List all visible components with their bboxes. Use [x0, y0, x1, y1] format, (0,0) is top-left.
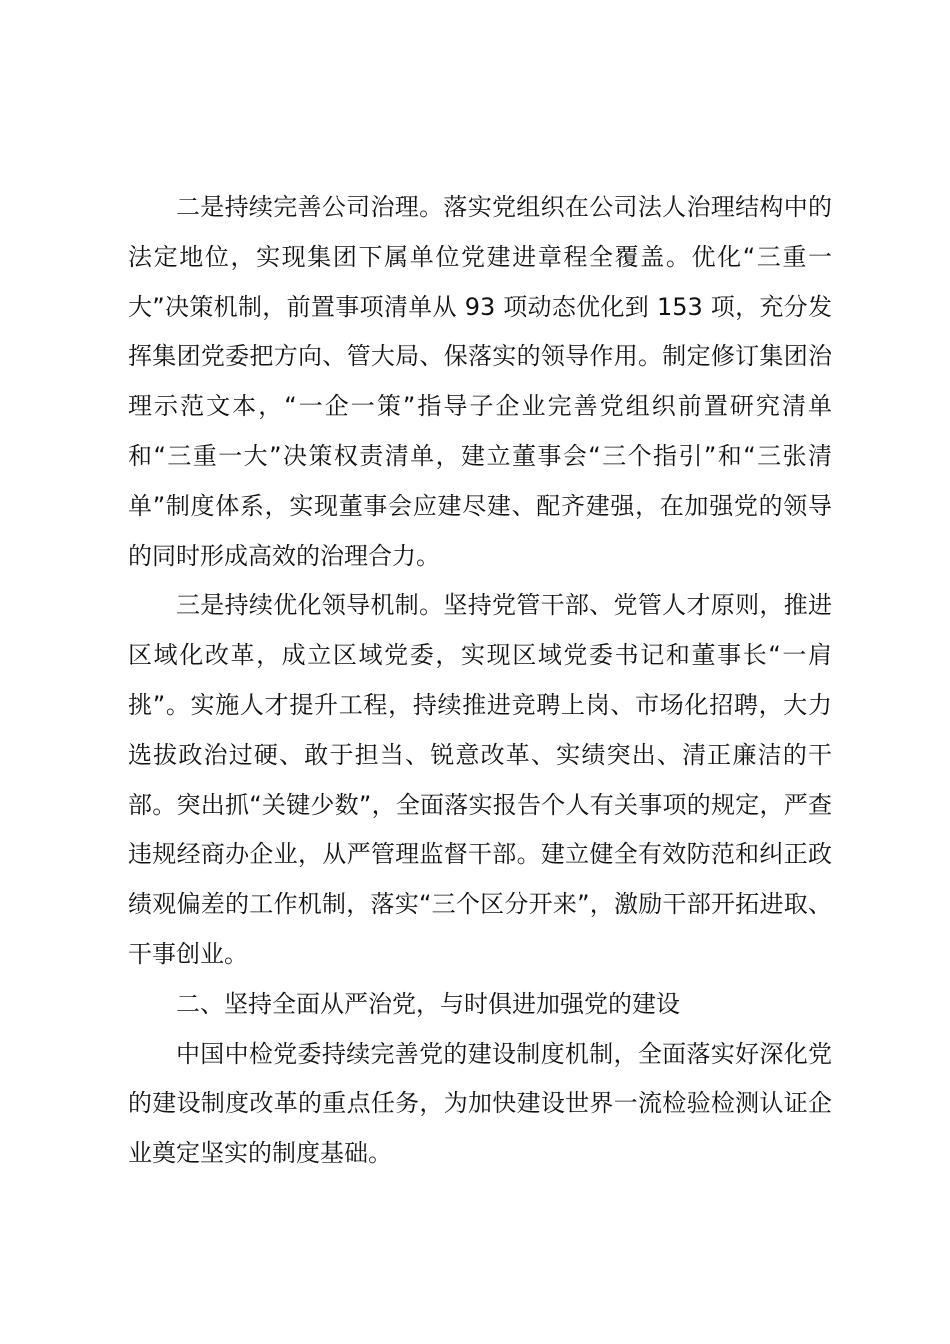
paragraph-leadership-mechanism: 三是持续优化领导机制。坚持党管干部、党管人才原则，推进区域化改革，成立区域党委，实现区域党委书记和董事长“一肩挑”。实施人才提升工程，持续推进竞聘上岗、市场化招聘，大力选拔政治过硬、敢于担当、锐意改革、实绩突出、清正廉洁的干部。突出抓“关键少数”，全面落实报告个人有关事项的规定，严查违规经商办企业，从严管理监督干部。建立健全有效防范和纠正政绩观偏差的工作机制，落实“三个区分开来”，激励干部开拓进取、干事创业。	[128, 591, 832, 968]
paragraph-corporate-governance: 二是持续完善公司治理。落实党组织在公司法人治理结构中的法定地位，实现集团下属单位党建进章程全覆盖。优化“三重一大”决策机制，前置事项清单从 93 项动态优化到 153 项，充分发挥集团党委把方向、管大局、保落实的领导作用。制定修订集团治理示范文本，“一企一策”指导子企业完善党组织前置研究清单和“三重一大”决策权责清单，建立董事会“三个指引”和“三张清单”制度体系，实现董事会应建尽建、配齐建强，在加强党的领导的同时形成高效的治理合力。	[128, 193, 832, 570]
document-body	[128, 183, 832, 1179]
section-heading: 二、坚持全面从严治党，与时俱进加强党的建设	[176, 989, 680, 1018]
paragraph-party-building: 中国中检党委持续完善党的建设制度机制，全面落实好深化党的建设制度改革的重点任务，为加快建设世界一流检验检测认证企业奠定坚实的制度基础。	[128, 1039, 832, 1168]
